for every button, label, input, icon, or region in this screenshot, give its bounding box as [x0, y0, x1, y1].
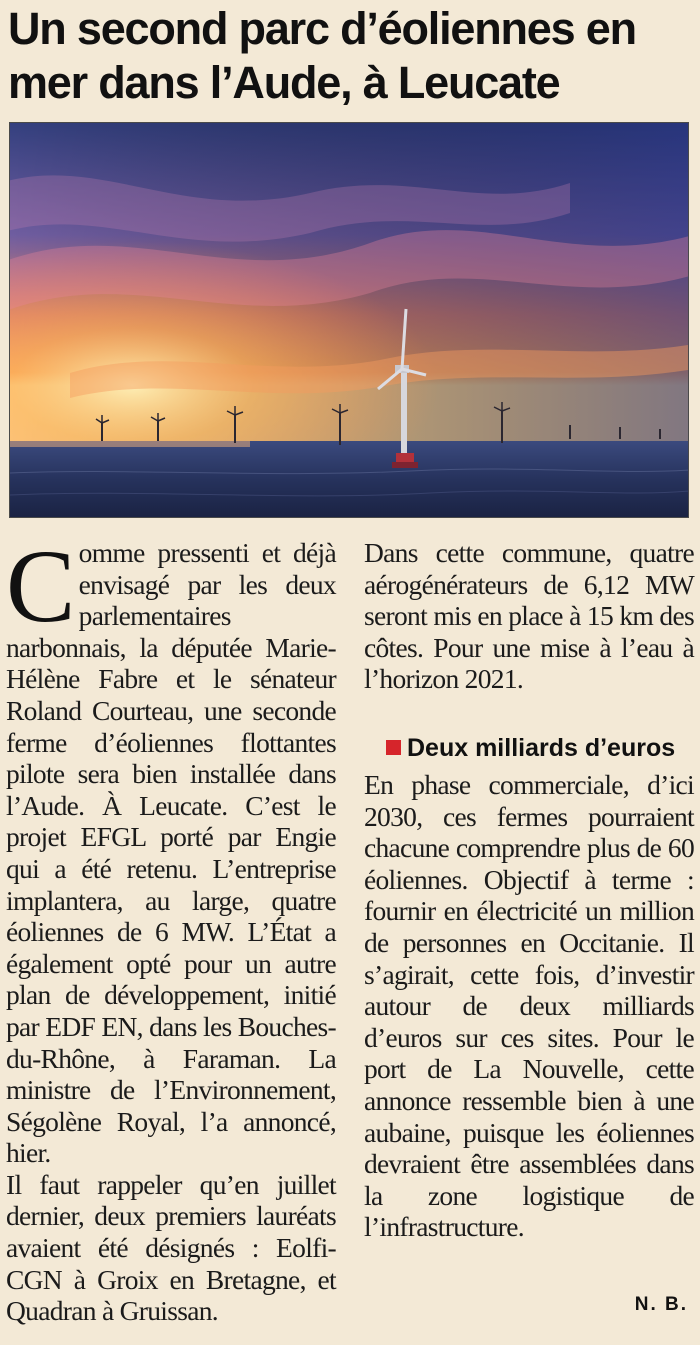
offshore-wind-farm-photo — [9, 122, 689, 518]
subheading-text: Deux milliards d’euros — [407, 733, 676, 762]
article-column-left — [6, 529, 336, 1327]
subheading — [386, 733, 694, 763]
author-signature: N. B. — [634, 1294, 688, 1315]
paragraph-2: Il faut rappeler qu’en juillet dernier, deux premiers lauréats avaient été désignés : Eolfi-CGN à Groix en Bretagne, et Quadran à Gruissan. — [6, 1168, 336, 1327]
headline: Un second parc d’éoliennes en mer dans l’Aude, à Leucate — [8, 3, 636, 108]
paragraph-4: En phase commerciale, d’ici 2030, ces fermes pourraient chacune comprendre plus de 60 éoliennes. Objectif à terme : fournir en électricité un million de personnes en Occitanie. Il s’agirait, cette fois, d’investir autour de deux milliards d’euros sur ces sites. Pour le port de La Nouvelle, cette annonce ressemble bien à une aubaine, puisque les éoliennes devraient être assemblées dans la zone logistique de l’infrastructure. — [364, 768, 694, 1243]
dropcap: C — [6, 529, 75, 644]
square-bullet-icon — [386, 740, 401, 755]
paragraph-3: Dans cette commune, quatre aérogénérateurs de 6,12 MW seront mis en place à 15 km des côtes. Pour une mise à l’eau à l’horizon 2021. — [364, 537, 694, 695]
article-column-right — [364, 537, 694, 1243]
lead-paragraph — [6, 529, 336, 1169]
lead-paragraph-text: omme pressenti et déjà envisagé par les deux parlementaires narbonnais, la députée Marie-Hélène Fabre et le sénateur Roland Courteau, une seconde ferme d’éoliennes flottantes pilote sera bien installée dans l’Aude. À Leucate. C’est le projet EFGL porté par Engie qui a été retenu. L’entreprise implantera, au large, quatre éoliennes de 6 MW. L’État a également opté pour un autre plan de développement, initié par EDF EN, dans les Bouches-du-Rhône, à Faraman. La ministre de l’Environnement, Ségolène Royal, l’a annoncé, hier. — [6, 537, 336, 1169]
